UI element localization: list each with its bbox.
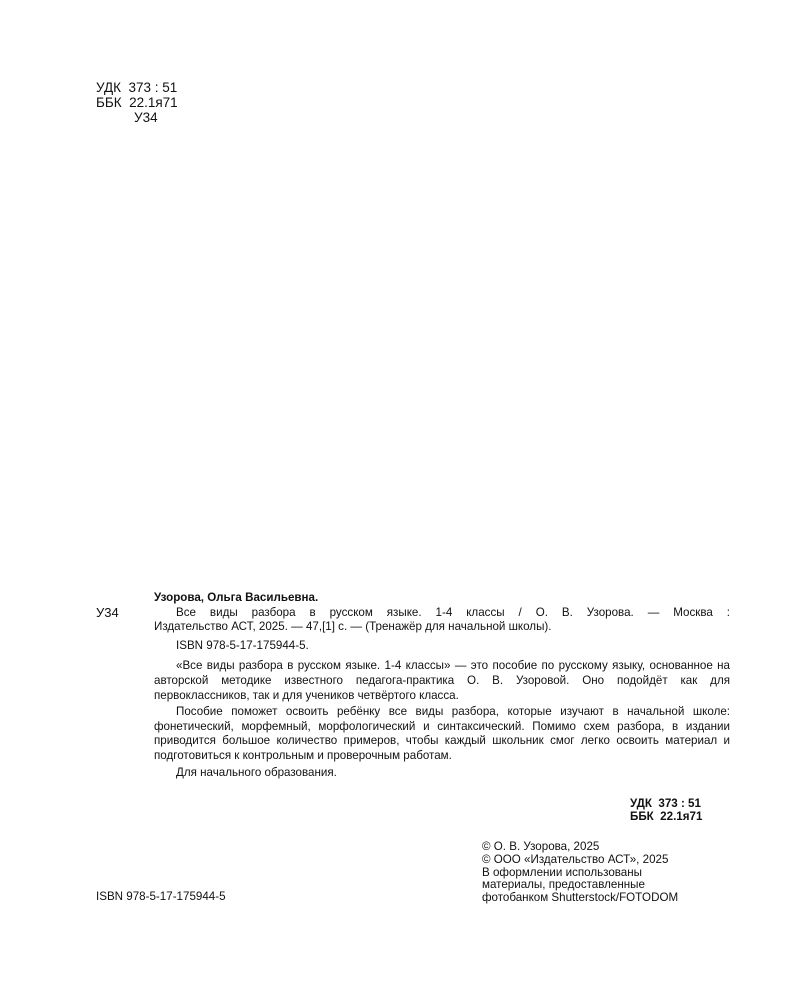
entry-line-1: Все виды разбора в русском языке. 1-4 классы / О. В. Узорова. — Москва :	[176, 605, 730, 619]
udk-code-bold: УДК 373 : 51	[630, 797, 701, 810]
bibliographic-entry	[96, 606, 730, 621]
classification-codes-right	[630, 798, 702, 823]
isbn-bottom: ISBN 978-5-17-175944-5	[96, 890, 226, 903]
credit-line-1: В оформлении использованы	[482, 865, 642, 879]
credit-line-2: материалы, предоставленные	[482, 878, 645, 892]
card-author: Узорова, Ольга Васильевна.	[154, 591, 319, 604]
card-isbn: ISBN 978-5-17-175944-5.	[176, 638, 309, 652]
annotation-paragraph-2: Пособие поможет освоить ребёнку все виды разбора, которые изучают в начальной школе: фонетический, морфемный, морфологический и синтаксический. Помимо схем разбора, в издании приводится большое количество примеров, чтобы каждый школьник смог легко освоить материал и подготовиться к контрольным и проверочным работам.	[154, 705, 730, 762]
classification-codes-top	[96, 80, 178, 125]
copyright-block	[482, 841, 678, 905]
copyright-publisher: © ООО «Издательство АСТ», 2025	[482, 852, 669, 866]
copyright-author: © О. В. Узорова, 2025	[482, 840, 600, 853]
entry-continuation: Издательство АСТ, 2025. — 47,[1] с. — (Тренажёр для начальной школы).	[154, 620, 552, 634]
annotation-paragraph-1: «Все виды разбора в русском языке. 1-4 классы» — это пособие по русскому языку, основанное на авторской методике известного педагога-практика О. В. Узоровой. Оно подойдёт как для первоклассников, так и для учеников четвёртого класса.	[154, 659, 730, 702]
card-author-mark: У34	[96, 604, 119, 620]
bbk-code-bold: ББК 22.1я71	[630, 809, 703, 823]
author-mark: У34	[134, 110, 158, 125]
catalog-card	[96, 591, 730, 780]
annotation	[154, 659, 730, 780]
bbk-code: ББК 22.1я71	[96, 95, 178, 110]
audience-note: Для начального образования.	[176, 765, 337, 779]
udk-code: УДК 373 : 51	[96, 80, 178, 95]
credit-line-3: фотобанком Shutterstock/FOTODOM	[482, 891, 679, 905]
